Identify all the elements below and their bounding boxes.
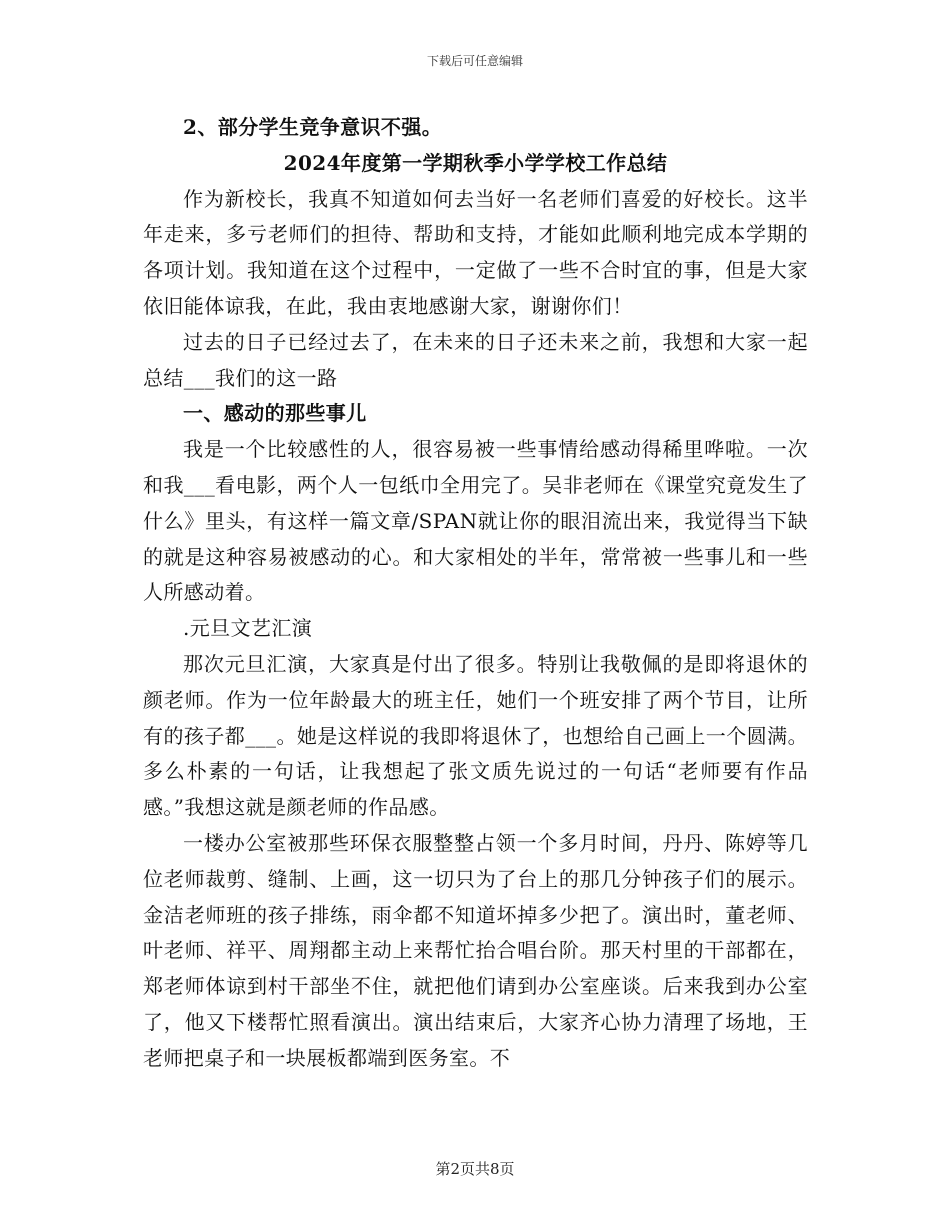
paragraph-show-1: 那次元旦汇演，大家真是付出了很多。特别让我敬佩的是即将退休的颜老师。作为一位年龄最大的班主任，她们一个班安排了两个节目，让所有的孩子都___。她是这样说的我即将退休了，也想给自己画上一个圆满。多么朴素的一句话，让我想起了张文质先说过的一句话“老师要有作品感。”我想这就是颜老师的作品感。 [143,651,808,820]
paragraph-show-2: 一楼办公室被那些环保衣服整整占领一个多月时间，丹丹、陈婷等几位老师裁剪、缝制、上画，这一切只为了台上的那几分钟孩子们的展示。金洁老师班的孩子排练，雨伞都不知道坏掉多少把了。演出时，董老师、叶老师、祥平、周翔都主动上来帮忙抬合唱台阶。那天村里的干部都在，郑老师体谅到村干部坐不住，就把他们请到办公室座谈。后来我到办公室了，他又下楼帮忙照看演出。演出结束后，大家齐心协力清理了场地，王老师把桌子和一块展板都端到医务室。不 [143,830,808,1070]
page-number: 第2页共8页 [435,1160,515,1178]
paragraph-summary: 过去的日子已经过去了，在未来的日子还未来之前，我想和大家一起总结___我们的这一路 [143,329,808,390]
section-point-2: 2、部分学生竞争意识不强。 [183,115,443,139]
section-heading-1: 一、感动的那些事儿 [183,401,367,426]
paragraph-intro: 作为新校长，我真不知道如何去当好一名老师们喜爱的好校长。这半年走来，多亏老师们的担待、帮助和支持，才能如此顺利地完成本学期的各项计划。我知道在这个过程中，一定做了一些不合时宜的事，但是大家依旧能体谅我，在此，我由衷地感谢大家，谢谢你们！ [143,186,808,318]
document-title: 2024年度第一学期秋季小学学校工作总结 [283,150,668,175]
paragraph-touched: 我是一个比较感性的人，很容易被一些事情给感动得稀里哗啦。一次和我___看电影，两个人一包纸巾全用完了。吴非老师在《课堂究竟发生了什么》里头，有这样一篇文章/SPAN就让你的眼泪流出来，我觉得当下缺的就是这种容易被感动的心。和大家相处的半年，常常被一些事儿和一些人所感动着。 [143,437,808,605]
subheading-new-year-show: .元旦文艺汇演 [183,616,313,641]
document-body [143,110,808,1077]
page-header: 下载后可任意编辑 [426,54,523,68]
